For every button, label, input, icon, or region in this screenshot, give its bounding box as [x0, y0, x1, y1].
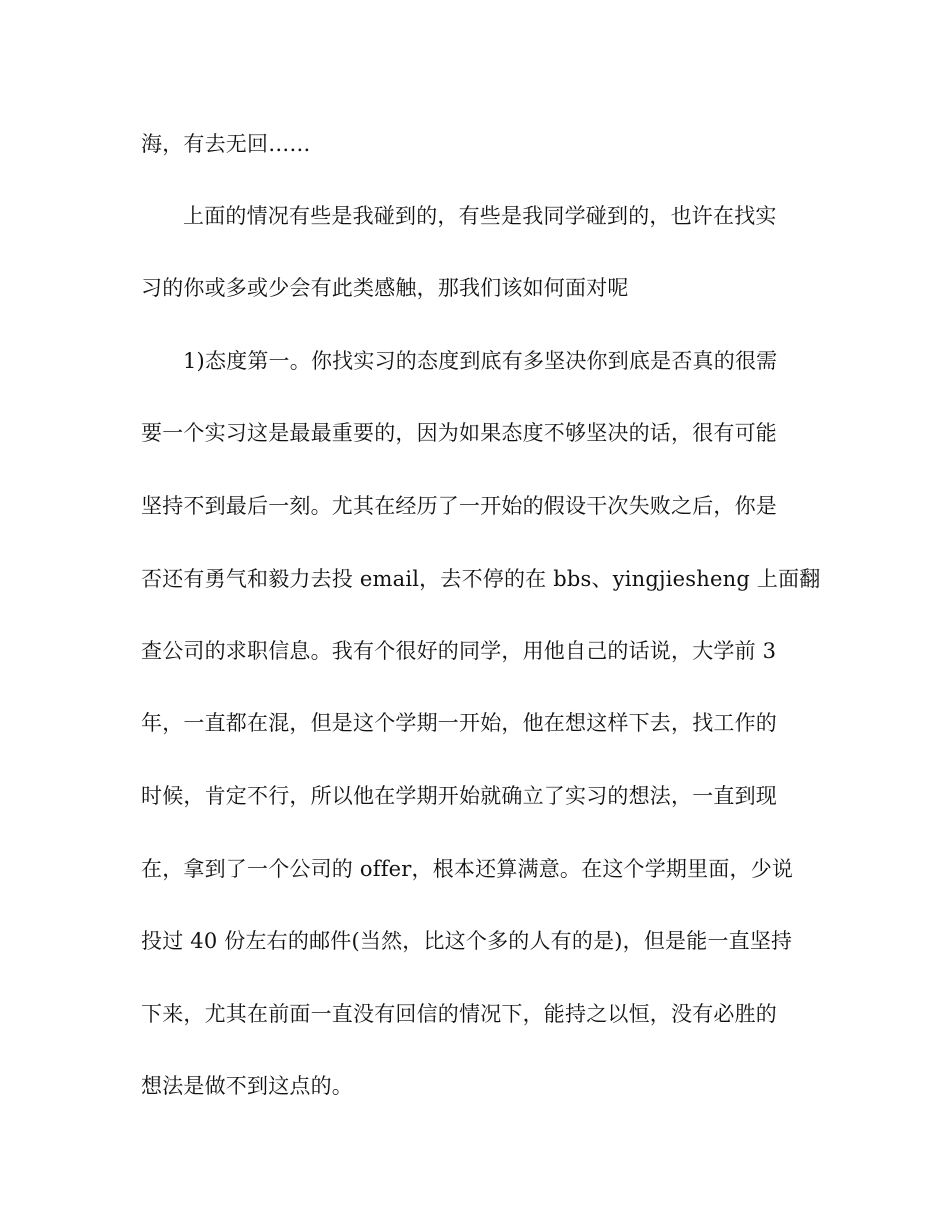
text-line-9: 年，一直都在混，但是这个学期一开始，他在想这样下去，找工作的 [141, 711, 777, 735]
text-line-11: 在，拿到了一个公司的 offer，根本还算满意。在这个学期里面，少说 [141, 857, 794, 881]
text-line-14: 想法是做不到这点的。 [141, 1074, 353, 1098]
text-line-3: 习的你或多或少会有此类感触，那我们该如何面对呢 [141, 276, 629, 300]
text-line-5: 要一个实习这是最最重要的，因为如果态度不够坚决的话，很有可能 [141, 421, 777, 445]
text-line-1: 海，有去无回…… [141, 132, 311, 156]
text-line-4: 1)态度第一。你找实习的态度到底有多坚决你到底是否真的很需 [183, 349, 778, 373]
text-line-2: 上面的情况有些是我碰到的，有些是我同学碰到的，也许在找实 [183, 204, 777, 228]
text-line-12: 投过 40 份左右的邮件(当然，比这个多的人有的是)，但是能一直坚持 [141, 929, 793, 953]
text-line-8: 查公司的求职信息。我有个很好的同学，用他自己的话说，大学前 3 [141, 639, 777, 663]
text-line-6: 坚持不到最后一刻。尤其在经历了一开始的假设干次失败之后，你是 [141, 494, 777, 518]
text-line-10: 时候，肯定不行，所以他在学期开始就确立了实习的想法，一直到现 [141, 784, 777, 808]
text-line-7: 否还有勇气和毅力去投 email，去不停的在 bbs、yingjiesheng 上面翻 [141, 567, 821, 591]
text-line-13: 下来，尤其在前面一直没有回信的情况下，能持之以恒，没有必胜的 [141, 1002, 777, 1026]
